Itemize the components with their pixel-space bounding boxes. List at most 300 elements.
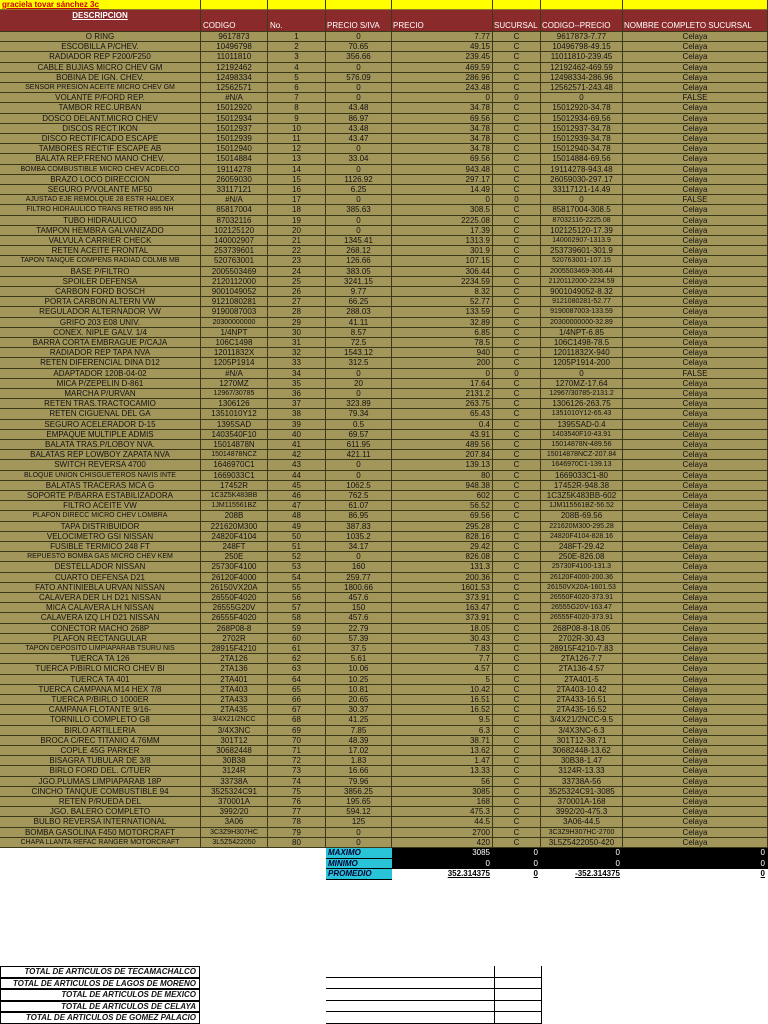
cell-precio[interactable]: 826.08 — [392, 552, 493, 562]
cell-descripcion[interactable]: FATO ANTINIEBLA URVAN NISSAN — [0, 583, 201, 593]
cell-codigo[interactable]: 28915F4210 — [201, 644, 268, 654]
cell-codigo[interactable]: 1C3Z5K483BB — [201, 491, 268, 501]
cell-nombre-sucursal[interactable]: Celaya — [623, 511, 768, 521]
cell-precio[interactable]: 200.36 — [392, 573, 493, 583]
cell-numero[interactable]: 1 — [268, 32, 326, 42]
cell-precio-siva[interactable]: 1126.92 — [326, 175, 392, 185]
totals-value[interactable] — [326, 1012, 494, 1024]
cell-descripcion[interactable]: O RING — [0, 32, 201, 42]
stat-precio[interactable]: 3085 — [392, 848, 493, 859]
cell-precio[interactable]: 243.48 — [392, 83, 493, 93]
cell-precio-siva[interactable]: 611.95 — [326, 440, 392, 450]
cell-numero[interactable]: 20 — [268, 226, 326, 236]
cell[interactable] — [201, 0, 268, 10]
cell-descripcion[interactable]: RETEN TRAS.TRACTOCAMIO — [0, 399, 201, 409]
cell-nombre-sucursal[interactable]: Celaya — [623, 491, 768, 501]
cell-sucursal[interactable]: C — [493, 766, 541, 776]
cell-precio[interactable]: 29.42 — [392, 542, 493, 552]
cell-descripcion[interactable]: PLAFON RECTANGULAR — [0, 634, 201, 644]
cell-precio[interactable]: 16.52 — [392, 705, 493, 715]
cell-nombre-sucursal[interactable]: Celaya — [623, 787, 768, 797]
cell-numero[interactable]: 38 — [268, 409, 326, 419]
cell-nombre-sucursal[interactable]: Celaya — [623, 297, 768, 307]
cell-codigo-precio[interactable]: 1306126-263.75 — [541, 399, 623, 409]
cell-nombre-sucursal[interactable]: Celaya — [623, 144, 768, 154]
cell-nombre-sucursal[interactable]: Celaya — [623, 726, 768, 736]
cell-codigo[interactable]: 15012940 — [201, 144, 268, 154]
cell-codigo[interactable]: 3A06 — [201, 817, 268, 827]
cell[interactable] — [623, 0, 768, 10]
cell-nombre-sucursal[interactable]: Celaya — [623, 552, 768, 562]
cell-precio[interactable]: 1313.9 — [392, 236, 493, 246]
cell-precio[interactable]: 38.71 — [392, 736, 493, 746]
cell-precio[interactable]: 373.91 — [392, 593, 493, 603]
cell-numero[interactable]: 6 — [268, 83, 326, 93]
cell-precio[interactable]: 0 — [392, 369, 493, 379]
cell-codigo[interactable]: 248FT — [201, 542, 268, 552]
cell-descripcion[interactable]: CUARTO DEFENSA D21 — [0, 573, 201, 583]
cell-nombre-sucursal[interactable]: Celaya — [623, 746, 768, 756]
cell-descripcion[interactable]: DESTELLADOR NISSAN — [0, 562, 201, 572]
cell-precio[interactable]: 34.78 — [392, 103, 493, 113]
cell-codigo[interactable]: 87032116 — [201, 216, 268, 226]
totals-value[interactable] — [326, 989, 494, 1001]
cell-numero[interactable]: 19 — [268, 216, 326, 226]
cell-precio-siva[interactable]: 20 — [326, 379, 392, 389]
totals-cell[interactable] — [494, 989, 542, 1001]
cell-sucursal[interactable]: C — [493, 583, 541, 593]
cell-descripcion[interactable]: TUERCA TA 126 — [0, 654, 201, 664]
cell-sucursal[interactable]: C — [493, 726, 541, 736]
cell-precio[interactable]: 286.96 — [392, 73, 493, 83]
cell-codigo[interactable]: 30B38 — [201, 756, 268, 766]
cell-descripcion[interactable]: JGO. BALERO COMPLETO — [0, 807, 201, 817]
cell-descripcion[interactable]: TUERCA P/BIRLO 1000ER — [0, 695, 201, 705]
cell-precio-siva[interactable]: 10.06 — [326, 664, 392, 674]
cell-numero[interactable]: 71 — [268, 746, 326, 756]
cell-precio[interactable]: 9.5 — [392, 715, 493, 725]
cell-precio[interactable]: 200 — [392, 358, 493, 368]
cell-codigo[interactable]: 1351010Y12 — [201, 409, 268, 419]
cell-codigo-precio[interactable]: 25730F4100-131.3 — [541, 562, 623, 572]
cell-descripcion[interactable]: DISCOS RECT.IKON — [0, 124, 201, 134]
cell-descripcion[interactable]: DISCO RECTIFICADO ESCAPE — [0, 134, 201, 144]
cell-descripcion[interactable]: BALATA TRAS.P/LOBOY NVA. — [0, 440, 201, 450]
cell-codigo-precio[interactable]: 26059030-297.17 — [541, 175, 623, 185]
cell-numero[interactable]: 73 — [268, 766, 326, 776]
cell-precio-siva[interactable]: 0 — [326, 369, 392, 379]
cell-nombre-sucursal[interactable]: Celaya — [623, 175, 768, 185]
cell-sucursal[interactable]: C — [493, 746, 541, 756]
cell-nombre-sucursal[interactable]: Celaya — [623, 63, 768, 73]
cell-codigo-precio[interactable]: 208B-69.56 — [541, 511, 623, 521]
cell-sucursal[interactable]: C — [493, 450, 541, 460]
cell-codigo-precio[interactable]: 11011810-239.45 — [541, 52, 623, 62]
cell-codigo[interactable]: #N/A — [201, 195, 268, 205]
cell-numero[interactable]: 22 — [268, 246, 326, 256]
cell-precio[interactable]: 0 — [392, 195, 493, 205]
cell-nombre-sucursal[interactable]: Celaya — [623, 52, 768, 62]
cell-codigo[interactable]: 12562571 — [201, 83, 268, 93]
cell-codigo[interactable]: 15012920 — [201, 103, 268, 113]
cell-sucursal[interactable]: C — [493, 32, 541, 42]
cell-numero[interactable]: 74 — [268, 777, 326, 787]
cell-codigo[interactable]: 3992/20 — [201, 807, 268, 817]
cell-codigo[interactable]: 11011810 — [201, 52, 268, 62]
totals-cell[interactable] — [494, 1001, 542, 1013]
cell-precio[interactable]: 10.42 — [392, 685, 493, 695]
cell-precio[interactable]: 8.32 — [392, 287, 493, 297]
cell-precio-siva[interactable]: 323.89 — [326, 399, 392, 409]
cell-sucursal[interactable]: C — [493, 634, 541, 644]
cell-precio[interactable]: 133.59 — [392, 307, 493, 317]
cell-codigo[interactable]: 3C3Z9H307HC — [201, 828, 268, 838]
col-header-nombre-sucursal[interactable]: NOMBRE COMPLETO SUCURSAL — [623, 10, 768, 32]
cell-codigo[interactable]: 1403540F10 — [201, 430, 268, 440]
cell-codigo-precio[interactable]: 15012940-34.78 — [541, 144, 623, 154]
cell-numero[interactable]: 8 — [268, 103, 326, 113]
cell-precio[interactable]: 7.7 — [392, 654, 493, 664]
cell-descripcion[interactable]: CALAVERA IZQ LH D21 NISSAN — [0, 613, 201, 623]
cell-numero[interactable]: 41 — [268, 440, 326, 450]
cell-nombre-sucursal[interactable]: Celaya — [623, 236, 768, 246]
cell-nombre-sucursal[interactable]: Celaya — [623, 797, 768, 807]
cell-precio-siva[interactable]: 34.17 — [326, 542, 392, 552]
cell-descripcion[interactable]: BOMBA COMBUSTIBLE MICRO CHEV ACDELCO — [0, 165, 201, 175]
cell-numero[interactable]: 23 — [268, 256, 326, 266]
cell-precio-siva[interactable]: 0 — [326, 144, 392, 154]
cell-numero[interactable]: 55 — [268, 583, 326, 593]
cell-sucursal[interactable]: C — [493, 42, 541, 52]
cell-sucursal[interactable]: C — [493, 297, 541, 307]
cell-codigo-precio[interactable]: 9121080281-52.77 — [541, 297, 623, 307]
cell-codigo[interactable]: 15014878N — [201, 440, 268, 450]
cell-codigo[interactable]: 12498334 — [201, 73, 268, 83]
cell-codigo[interactable]: 208B — [201, 511, 268, 521]
cell-descripcion[interactable]: RETEN DIFERENCIAL DINA D12 — [0, 358, 201, 368]
cell-precio[interactable]: 107.15 — [392, 256, 493, 266]
cell-nombre-sucursal[interactable]: Celaya — [623, 318, 768, 328]
cell-codigo[interactable]: 140002907 — [201, 236, 268, 246]
cell-codigo-precio[interactable]: 3L5Z5422050-420 — [541, 838, 623, 848]
cell-codigo[interactable]: 12011832X — [201, 348, 268, 358]
cell-codigo[interactable]: 24820F4104 — [201, 532, 268, 542]
cell-sucursal[interactable]: C — [493, 440, 541, 450]
cell-nombre-sucursal[interactable]: Celaya — [623, 807, 768, 817]
cell-codigo[interactable]: 268P08-8 — [201, 624, 268, 634]
cell-descripcion[interactable]: FILTRO ACEITE VW — [0, 501, 201, 511]
cell-precio[interactable]: 69.56 — [392, 511, 493, 521]
cell-precio[interactable]: 940 — [392, 348, 493, 358]
cell-nombre-sucursal[interactable]: Celaya — [623, 705, 768, 715]
cell-precio-siva[interactable]: 3241.15 — [326, 277, 392, 287]
cell-precio[interactable]: 2131.2 — [392, 389, 493, 399]
cell-precio-siva[interactable]: 10.25 — [326, 675, 392, 685]
cell-codigo-precio[interactable]: 26555F4020-373.91 — [541, 613, 623, 623]
cell-codigo[interactable]: 301T12 — [201, 736, 268, 746]
cell-precio[interactable]: 3085 — [392, 787, 493, 797]
cell-codigo-precio[interactable]: 106C1498-78.5 — [541, 338, 623, 348]
cell-sucursal[interactable]: C — [493, 358, 541, 368]
cell-codigo-precio[interactable]: 1351010Y12-65.43 — [541, 409, 623, 419]
cell-nombre-sucursal[interactable]: Celaya — [623, 165, 768, 175]
cell-precio[interactable]: 7.77 — [392, 32, 493, 42]
cell-codigo[interactable]: 15014884 — [201, 154, 268, 164]
cell-descripcion[interactable]: SENSOR PRESION ACEITE MICRO CHEV GM — [0, 83, 201, 93]
cell-nombre-sucursal[interactable]: Celaya — [623, 593, 768, 603]
cell-codigo-precio[interactable]: 15014878N-489.56 — [541, 440, 623, 450]
cell-codigo-precio[interactable]: 1669033C1-80 — [541, 471, 623, 481]
cell-sucursal[interactable]: C — [493, 277, 541, 287]
cell-precio-siva[interactable]: 0 — [326, 828, 392, 838]
stat-sucursal[interactable]: 0 — [493, 869, 541, 880]
cell-precio-siva[interactable]: 79.96 — [326, 777, 392, 787]
cell-sucursal[interactable]: C — [493, 664, 541, 674]
cell-sucursal[interactable]: C — [493, 134, 541, 144]
cell-precio[interactable]: 2234.59 — [392, 277, 493, 287]
cell-numero[interactable]: 5 — [268, 73, 326, 83]
cell-nombre-sucursal[interactable]: Celaya — [623, 216, 768, 226]
cell-nombre-sucursal[interactable]: Celaya — [623, 756, 768, 766]
cell-numero[interactable]: 62 — [268, 654, 326, 664]
cell-precio[interactable]: 34.78 — [392, 134, 493, 144]
cell-codigo[interactable]: 253739601 — [201, 246, 268, 256]
cell-numero[interactable]: 59 — [268, 624, 326, 634]
cell-nombre-sucursal[interactable]: Celaya — [623, 777, 768, 787]
sheet-title[interactable]: graciela tovar sánchez 3c — [0, 0, 201, 10]
cell-nombre-sucursal[interactable]: Celaya — [623, 256, 768, 266]
cell-nombre-sucursal[interactable]: Celaya — [623, 154, 768, 164]
stat-precio[interactable]: 352.314375 — [392, 869, 493, 880]
cell-codigo-precio[interactable]: 17452R-948.38 — [541, 481, 623, 491]
cell-descripcion[interactable]: EMPAQUE MULTIPLE ADMIS — [0, 430, 201, 440]
cell-precio-siva[interactable]: 259.77 — [326, 573, 392, 583]
cell-codigo[interactable]: 520763001 — [201, 256, 268, 266]
cell-nombre-sucursal[interactable]: Celaya — [623, 685, 768, 695]
cell-nombre-sucursal[interactable]: Celaya — [623, 185, 768, 195]
cell-descripcion[interactable]: TAPON DEPOSITO LIMPIAPARAB TSURU NIS — [0, 644, 201, 654]
cell-codigo[interactable]: 2TA433 — [201, 695, 268, 705]
cell-precio[interactable]: 17.39 — [392, 226, 493, 236]
cell-sucursal[interactable]: C — [493, 430, 541, 440]
cell-sucursal[interactable]: C — [493, 603, 541, 613]
cell-precio-siva[interactable]: 356.66 — [326, 52, 392, 62]
cell-precio-siva[interactable]: 288.03 — [326, 307, 392, 317]
cell-codigo[interactable]: 1306126 — [201, 399, 268, 409]
cell-codigo-precio[interactable]: 24820F4104-828.16 — [541, 532, 623, 542]
cell-precio[interactable]: 168 — [392, 797, 493, 807]
cell-nombre-sucursal[interactable]: Celaya — [623, 817, 768, 827]
cell-precio[interactable]: 475.3 — [392, 807, 493, 817]
cell-codigo-precio[interactable]: 26550F4020-373.91 — [541, 593, 623, 603]
cell-numero[interactable]: 16 — [268, 185, 326, 195]
cell-precio-siva[interactable]: 6.25 — [326, 185, 392, 195]
cell-codigo-precio[interactable]: 2TA136-4.57 — [541, 664, 623, 674]
cell-sucursal[interactable]: C — [493, 522, 541, 532]
cell-codigo-precio[interactable]: 15012934-69.56 — [541, 114, 623, 124]
cell-sucursal[interactable]: C — [493, 491, 541, 501]
cell-precio-siva[interactable]: 1.83 — [326, 756, 392, 766]
cell-precio-siva[interactable]: 0.5 — [326, 420, 392, 430]
cell-numero[interactable]: 25 — [268, 277, 326, 287]
cell-codigo-precio[interactable]: 15012939-34.78 — [541, 134, 623, 144]
cell-codigo[interactable]: 1JM115561BZ — [201, 501, 268, 511]
cell-codigo-precio[interactable]: 12967/30785-2131.2 — [541, 389, 623, 399]
cell-precio-siva[interactable]: 0 — [326, 216, 392, 226]
cell-codigo[interactable]: 106C1498 — [201, 338, 268, 348]
cell-precio-siva[interactable]: 0 — [326, 471, 392, 481]
cell-codigo[interactable]: #N/A — [201, 369, 268, 379]
cell-precio-siva[interactable]: 66.25 — [326, 297, 392, 307]
cell-precio[interactable]: 489.56 — [392, 440, 493, 450]
cell-codigo-precio[interactable]: 520763001-107.15 — [541, 256, 623, 266]
cell-codigo[interactable]: 15012939 — [201, 134, 268, 144]
cell-nombre-sucursal[interactable]: Celaya — [623, 532, 768, 542]
cell-sucursal[interactable]: C — [493, 511, 541, 521]
cell-numero[interactable]: 39 — [268, 420, 326, 430]
cell-nombre-sucursal[interactable]: Celaya — [623, 501, 768, 511]
cell-numero[interactable]: 64 — [268, 675, 326, 685]
cell-codigo[interactable]: 1395SAD — [201, 420, 268, 430]
cell-precio-siva[interactable]: 48.39 — [326, 736, 392, 746]
cell-nombre-sucursal[interactable]: Celaya — [623, 838, 768, 848]
cell-nombre-sucursal[interactable]: Celaya — [623, 715, 768, 725]
cell-codigo[interactable]: 370001A — [201, 797, 268, 807]
col-header-precio-siva[interactable]: PRECIO S/IVA — [326, 10, 392, 32]
cell-numero[interactable]: 43 — [268, 460, 326, 470]
cell-sucursal[interactable]: C — [493, 52, 541, 62]
cell-nombre-sucursal[interactable]: FALSE — [623, 93, 768, 103]
cell-nombre-sucursal[interactable]: Celaya — [623, 226, 768, 236]
cell-nombre-sucursal[interactable]: Celaya — [623, 471, 768, 481]
cell-sucursal[interactable]: C — [493, 338, 541, 348]
cell-nombre-sucursal[interactable]: Celaya — [623, 562, 768, 572]
cell[interactable] — [392, 0, 493, 10]
cell-numero[interactable]: 29 — [268, 318, 326, 328]
cell-codigo-precio[interactable]: 140002907-1313.9 — [541, 236, 623, 246]
cell-codigo-precio[interactable]: 15012937-34.78 — [541, 124, 623, 134]
stat-nombre[interactable]: 0 — [623, 848, 768, 859]
cell-sucursal[interactable]: C — [493, 756, 541, 766]
cell-codigo[interactable]: 26150VX20A — [201, 583, 268, 593]
cell-descripcion[interactable]: RADIADOR REP TAPA NVA — [0, 348, 201, 358]
cell-codigo[interactable]: 1/4NPT — [201, 328, 268, 338]
cell-numero[interactable]: 33 — [268, 358, 326, 368]
cell-precio-siva[interactable]: 1062.5 — [326, 481, 392, 491]
cell-codigo[interactable]: 1646970C1 — [201, 460, 268, 470]
cell-sucursal[interactable]: C — [493, 399, 541, 409]
cell-codigo-precio[interactable]: 301T12-38.71 — [541, 736, 623, 746]
cell-precio[interactable]: 306.44 — [392, 267, 493, 277]
cell-precio-siva[interactable]: 30.37 — [326, 705, 392, 715]
cell-sucursal[interactable]: C — [493, 185, 541, 195]
cell-nombre-sucursal[interactable]: Celaya — [623, 613, 768, 623]
cell-codigo[interactable]: 19114278 — [201, 165, 268, 175]
cell-precio-siva[interactable]: 762.5 — [326, 491, 392, 501]
cell-descripcion[interactable]: VELOCIMETRO GSI NISSAN — [0, 532, 201, 542]
cell-precio[interactable]: 16.51 — [392, 695, 493, 705]
cell-codigo-precio[interactable]: 1JM115561BZ-56.52 — [541, 501, 623, 511]
cell-codigo[interactable]: 15014878NCZ — [201, 450, 268, 460]
cell-precio-siva[interactable]: 0 — [326, 63, 392, 73]
cell-descripcion[interactable]: REPUESTO BOMBA GAS MICRO CHEV KEM — [0, 552, 201, 562]
cell-numero[interactable]: 26 — [268, 287, 326, 297]
totals-cell[interactable] — [494, 966, 542, 978]
cell-nombre-sucursal[interactable]: Celaya — [623, 134, 768, 144]
cell-codigo-precio[interactable]: 19114278-943.48 — [541, 165, 623, 175]
cell-descripcion[interactable]: TORNILLO COMPLETO G8 — [0, 715, 201, 725]
cell-precio[interactable]: 13.62 — [392, 746, 493, 756]
cell-numero[interactable]: 77 — [268, 807, 326, 817]
cell-sucursal[interactable]: C — [493, 695, 541, 705]
cell-nombre-sucursal[interactable]: Celaya — [623, 654, 768, 664]
cell-numero[interactable]: 4 — [268, 63, 326, 73]
cell-codigo[interactable]: 10496798 — [201, 42, 268, 52]
cell-codigo-precio[interactable]: 1/4NPT-6.85 — [541, 328, 623, 338]
cell-numero[interactable]: 3 — [268, 52, 326, 62]
cell-codigo-precio[interactable]: 0 — [541, 93, 623, 103]
cell-nombre-sucursal[interactable]: Celaya — [623, 307, 768, 317]
cell-descripcion[interactable]: TAPA DISTRIBUIDOR — [0, 522, 201, 532]
cell-precio[interactable]: 1601.53 — [392, 583, 493, 593]
cell-precio-siva[interactable]: 1035.2 — [326, 532, 392, 542]
cell-descripcion[interactable]: RETEN ACEITE FRONTAL — [0, 246, 201, 256]
cell-precio[interactable]: 0 — [392, 93, 493, 103]
cell-numero[interactable]: 68 — [268, 715, 326, 725]
cell-codigo[interactable]: 26555F4020 — [201, 613, 268, 623]
cell-numero[interactable]: 36 — [268, 389, 326, 399]
cell-precio-siva[interactable]: 41.25 — [326, 715, 392, 725]
cell-codigo-precio[interactable]: 3/4X3NC-6.3 — [541, 726, 623, 736]
cell-codigo-precio[interactable]: 9617873-7.77 — [541, 32, 623, 42]
cell-precio[interactable]: 52.77 — [392, 297, 493, 307]
cell-numero[interactable]: 37 — [268, 399, 326, 409]
cell-sucursal[interactable]: C — [493, 613, 541, 623]
cell[interactable] — [541, 0, 623, 10]
cell-codigo-precio[interactable]: 2005503469-306.44 — [541, 267, 623, 277]
cell-sucursal[interactable]: 0 — [493, 195, 541, 205]
cell-sucursal[interactable]: C — [493, 715, 541, 725]
cell-descripcion[interactable]: TAMBOR REC.URBAN — [0, 103, 201, 113]
cell-sucursal[interactable]: C — [493, 348, 541, 358]
cell-sucursal[interactable]: C — [493, 318, 541, 328]
cell[interactable] — [326, 0, 392, 10]
cell-sucursal[interactable]: C — [493, 267, 541, 277]
cell-descripcion[interactable]: TUBO HIDRAULICO — [0, 216, 201, 226]
cell-codigo-precio[interactable]: 12011832X-940 — [541, 348, 623, 358]
cell-sucursal[interactable]: C — [493, 216, 541, 226]
cell-sucursal[interactable]: C — [493, 675, 541, 685]
cell-sucursal[interactable]: C — [493, 787, 541, 797]
cell-codigo-precio[interactable]: 102125120-17.39 — [541, 226, 623, 236]
cell-precio-siva[interactable]: 160 — [326, 562, 392, 572]
cell-sucursal[interactable]: C — [493, 73, 541, 83]
cell-precio-siva[interactable]: 33.04 — [326, 154, 392, 164]
cell-sucursal[interactable]: C — [493, 205, 541, 215]
cell-codigo-precio[interactable]: 26120F4000-200.36 — [541, 573, 623, 583]
cell-precio-siva[interactable]: 69.57 — [326, 430, 392, 440]
cell-numero[interactable]: 10 — [268, 124, 326, 134]
cell-nombre-sucursal[interactable]: Celaya — [623, 379, 768, 389]
cell-nombre-sucursal[interactable]: Celaya — [623, 624, 768, 634]
cell-sucursal[interactable]: C — [493, 471, 541, 481]
cell-descripcion[interactable]: CHAPA LLANTA REFAC RANGER MOTORCRAFT — [0, 838, 201, 848]
cell-descripcion[interactable]: BISAGRA TUBULAR DE 3/8 — [0, 756, 201, 766]
cell-precio[interactable]: 5 — [392, 675, 493, 685]
cell-codigo-precio[interactable]: 10496798-49.15 — [541, 42, 623, 52]
cell-numero[interactable]: 72 — [268, 756, 326, 766]
cell-precio[interactable]: 17.64 — [392, 379, 493, 389]
